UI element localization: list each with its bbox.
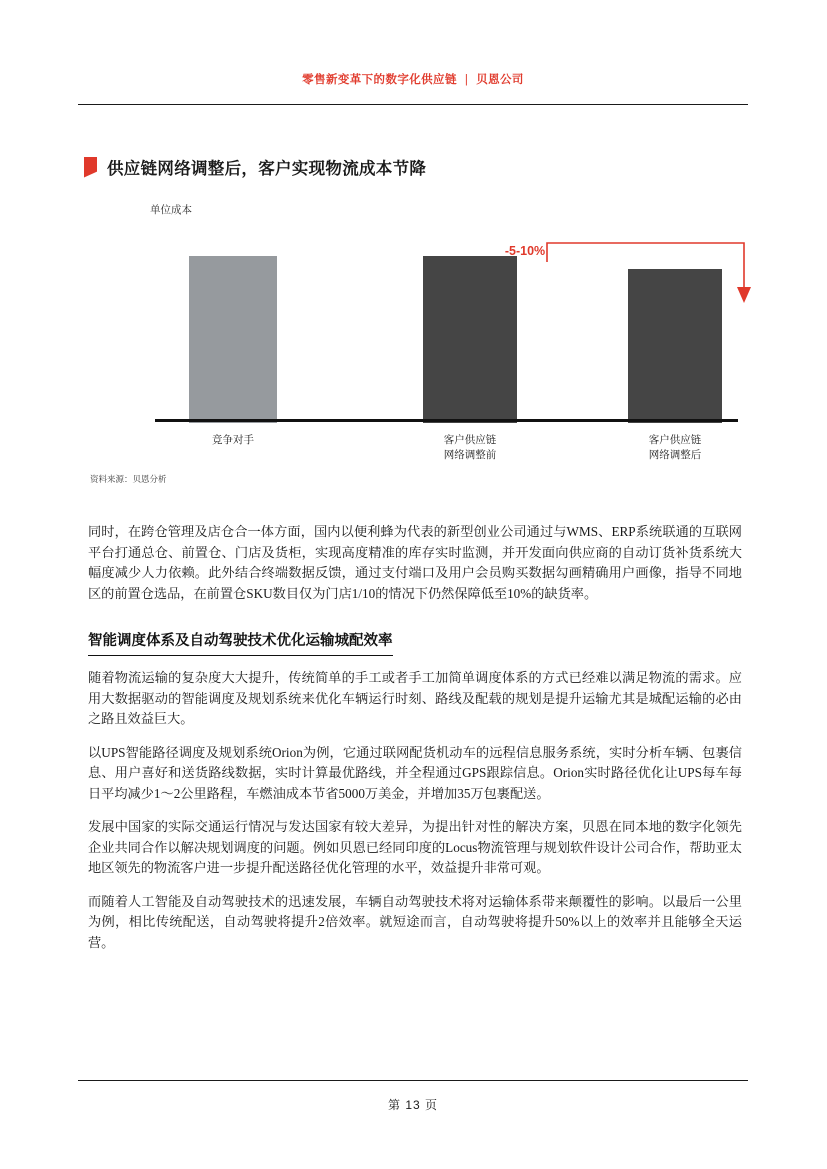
header-rule xyxy=(78,104,748,105)
y-axis-label: 单位成本 xyxy=(150,204,192,216)
paragraph-1: 同时，在跨仓管理及店仓合一体方面，国内以便利蜂为代表的新型创业公司通过与WMS、ERP系统联通的互联网平台打通总仓、前置仓、门店及货柜，实现高度精准的库存实时监测，并开发面向供应商的自动订货补货系统大幅度减少人力依赖。此外结合终端数据反馈，通过支付端口及用户会员购买数据勾画精确用户画像，指导不同地区的前置仓选品，在前置仓SKU数目仅为门店1/10的情况下仍然保障低至10%的缺货率。 xyxy=(88,524,742,601)
page-number: 第 13 页 xyxy=(387,1098,439,1112)
chart-plot-area xyxy=(155,231,738,423)
chart-x-axis xyxy=(155,419,738,422)
running-header xyxy=(78,71,748,87)
category-label-competitor xyxy=(173,433,293,448)
paragraph-2: 随着物流运输的复杂度大大提升，传统简单的手工或者手工加简单调度体系的方式已经难以满足物流的需求。应用大数据驱动的智能调度及规划系统来优化车辆运行时刻、路线及配载的规划是提升运输尤其是城配运输的必由之路且效益巨大。 xyxy=(88,670,742,726)
bar-client-before xyxy=(423,256,517,423)
exhibit-title-text: 供应链网络调整后，客户实现物流成本节降 xyxy=(107,160,427,178)
source-note: 资料来源：贝恩分析 xyxy=(90,474,167,484)
paragraph-3: 以UPS智能路径调度及规划系统Orion为例，它通过联网配货机动车的远程信息服务系统，实时分析车辆、包裹信息、用户喜好和送货路线数据，实时计算最优路线，并全程通过GPS跟踪信息。Orion实时路径优化让UPS每车每日平均减少1～2公里路程，车燃油成本节省5000万美金，并增加35万包裹配送。 xyxy=(88,744,742,801)
category-label-client-before xyxy=(410,433,530,463)
category-line: 客户供应链 xyxy=(443,434,497,446)
bar-competitor xyxy=(189,256,277,423)
running-header-separator: | xyxy=(464,74,469,86)
chart-category-labels xyxy=(155,427,738,477)
running-header-publisher: 贝恩公司 xyxy=(476,74,524,86)
section-heading: 智能调度体系及自动驾驶技术优化运输城配效率 xyxy=(88,629,393,656)
red-flag-bullet-icon xyxy=(84,157,97,178)
body-content xyxy=(88,522,742,966)
footer-rule xyxy=(78,1080,748,1081)
exhibit-title xyxy=(84,155,426,179)
section-heading-wrap xyxy=(88,617,742,668)
category-line: 网络调整前 xyxy=(443,449,497,461)
category-line: 竞争对手 xyxy=(212,434,254,446)
category-line: 网络调整后 xyxy=(648,449,702,461)
bar-client-after xyxy=(628,269,722,423)
running-header-title: 零售新变革下的数字化供应链 xyxy=(302,74,457,86)
category-line: 客户供应链 xyxy=(648,434,702,446)
bar-chart xyxy=(78,195,748,495)
delta-label: -5-10% xyxy=(504,244,546,258)
category-label-client-after xyxy=(615,433,735,463)
paragraph-5: 而随着人工智能及自动驾驶技术的迅速发展，车辆自动驾驶技术将对运输体系带来颠覆性的影响。以最后一公里为例，相比传统配送，自动驾驶将提升2倍效率。就短途而言，自动驾驶将提升50%以上的效率并且能够全天运营。 xyxy=(88,893,742,950)
paragraph-4: 发展中国家的实际交通运行情况与发达国家有较大差异，为提出针对性的解决方案，贝恩在同本地的数字化领先企业共同合作以解决规划调度的问题。例如贝恩已经同印度的Locus物流管理与规划软件设计公司合作，帮助亚太地区领先的物流客户进一步提升配送路径优化管理的水平，效益提升非常可观。 xyxy=(88,819,742,875)
